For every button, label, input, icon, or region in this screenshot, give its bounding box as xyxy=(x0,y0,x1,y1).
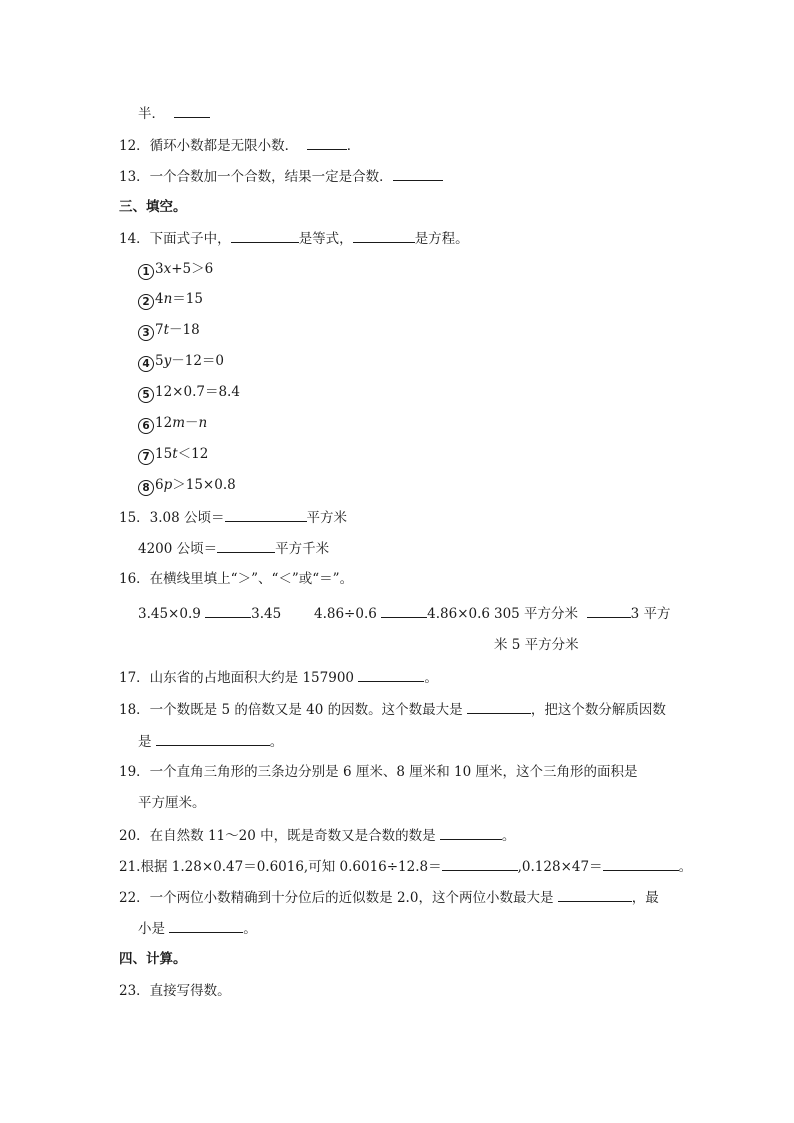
question-22-line2: 小是 。 xyxy=(138,921,257,937)
question-12: 12．循环小数都是无限小数． ． xyxy=(119,138,361,154)
section-4-heading: 四、计算。 xyxy=(119,951,187,967)
answer-blank[interactable] xyxy=(381,604,427,618)
question-19-line1: 19．一个直角三角形的三条边分别是 6 厘米、8 厘米和 10 厘米，这个三角形的面积是 xyxy=(119,764,638,780)
option-4: 4 5y－12＝0 xyxy=(138,352,224,372)
question-23: 23．直接写得数。 xyxy=(119,983,231,999)
answer-blank[interactable] xyxy=(358,668,424,682)
answer-blank[interactable] xyxy=(558,888,632,902)
question-17: 17．山东省的占地面积大约是 157900 。 xyxy=(119,670,438,686)
compare-3-cont: 米 5 平方分米 xyxy=(494,637,579,653)
q11-tail: 半． xyxy=(138,104,210,123)
answer-blank[interactable] xyxy=(307,136,347,150)
option-2: 2 4n＝15 xyxy=(138,290,203,310)
question-20: 20．在自然数 11～20 中，既是奇数又是合数的数是 。 xyxy=(119,828,516,844)
question-15b: 4200 公顷＝ 平方千米 xyxy=(138,541,330,557)
question-18-line2: 是 。 xyxy=(138,734,284,750)
question-19-line2: 平方厘米。 xyxy=(138,795,206,811)
option-5: 5 12×0.7＝8.4 xyxy=(138,383,240,403)
answer-blank[interactable] xyxy=(169,919,243,933)
section-3-heading: 三、填空。 xyxy=(119,199,187,215)
answer-blank[interactable] xyxy=(587,604,631,618)
question-13: 13．一个合数加一个合数，结果一定是合数． xyxy=(119,167,443,186)
question-22-line1: 22．一个两位小数精确到十分位后的近似数是 2.0，这个两位小数最大是 ，最 xyxy=(119,890,659,906)
option-6: 6 12m－n xyxy=(138,414,207,434)
answer-blank[interactable] xyxy=(174,104,210,118)
answer-blank[interactable] xyxy=(205,604,251,618)
question-15a: 15．3.08 公顷＝ 平方米 xyxy=(119,510,348,526)
answer-blank[interactable] xyxy=(393,167,443,181)
answer-blank[interactable] xyxy=(603,857,679,871)
answer-blank[interactable] xyxy=(217,539,275,553)
answer-blank[interactable] xyxy=(225,508,307,522)
option-3: 3 7t－18 xyxy=(138,321,200,341)
answer-blank[interactable] xyxy=(440,826,502,840)
question-18-line1: 18．一个数既是 5 的倍数又是 40 的因数。这个数最大是 ，把这个数分解质因数 xyxy=(119,702,666,718)
compare-3: 305 平方分米 3 平方 xyxy=(494,606,671,622)
question-16: 16．在横线里填上“＞”、“＜”或“＝”。 xyxy=(119,571,354,587)
question-21: 21.根据 1.28×0.47＝0.6016,可知 0.6016÷12.8＝ ,0.128×47＝ 。 xyxy=(119,859,693,875)
option-7: 7 15t＜12 xyxy=(138,445,208,465)
answer-blank[interactable] xyxy=(231,229,299,243)
question-14: 14．下面式子中， 是等式， 是方程。 xyxy=(119,231,469,247)
answer-blank[interactable] xyxy=(467,700,531,714)
answer-blank[interactable] xyxy=(353,229,415,243)
option-1: 1 3x+5＞6 xyxy=(138,260,213,280)
option-8: 8 6p＞15×0.8 xyxy=(138,476,236,496)
compare-1: 3.45×0.9 3.45 xyxy=(138,606,282,622)
answer-blank[interactable] xyxy=(156,732,270,746)
compare-2: 4.86÷0.6 4.86×0.6 xyxy=(314,606,490,622)
answer-blank[interactable] xyxy=(442,857,518,871)
